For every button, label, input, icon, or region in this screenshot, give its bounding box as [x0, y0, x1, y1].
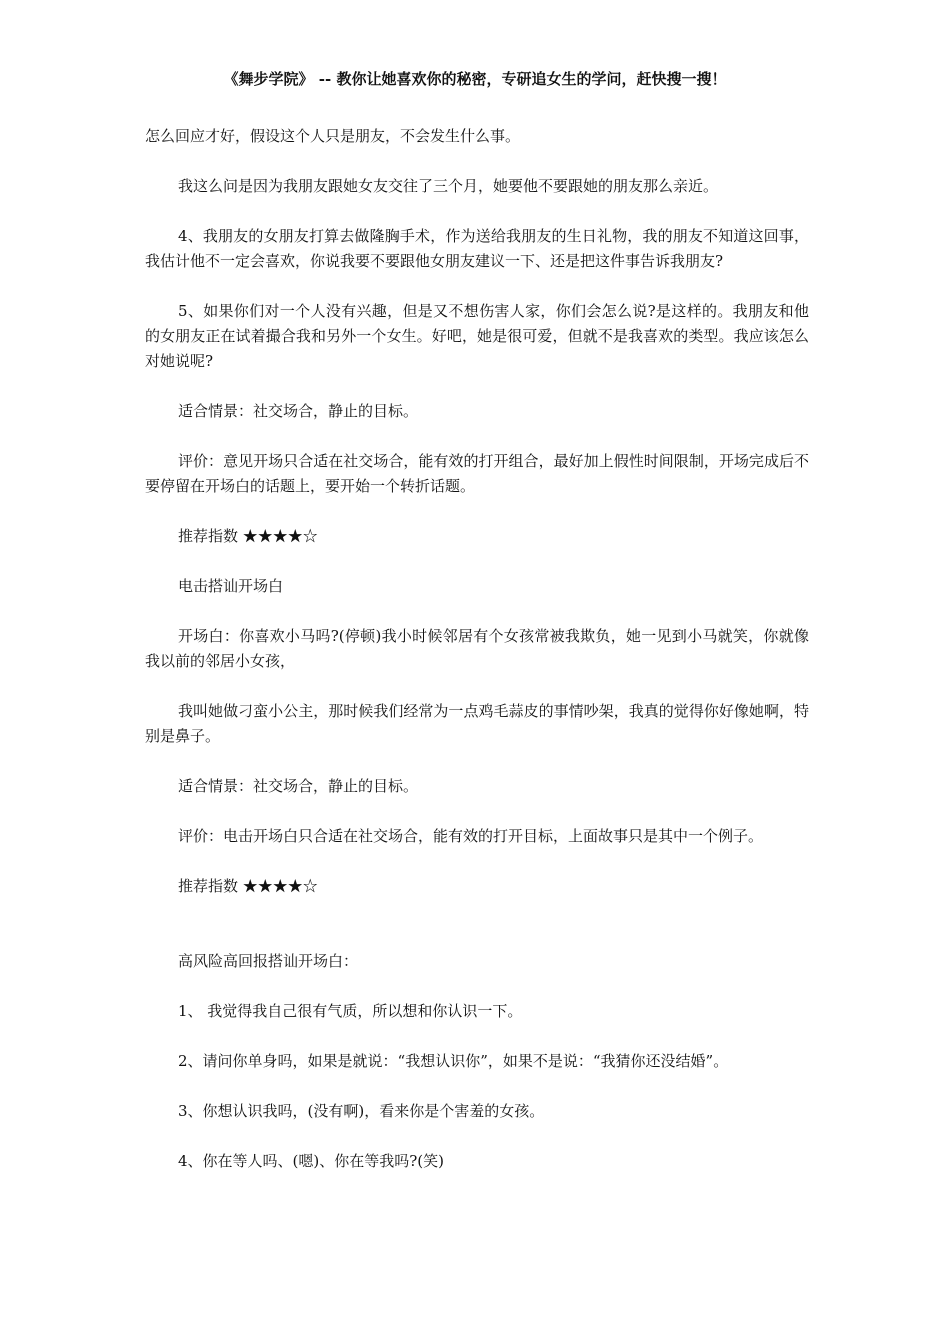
list-item: 4、你在等人吗、(嗯)、你在等我吗?(笑): [178, 1152, 444, 1170]
list-item: 3、你想认识我吗，(没有啊)，看来你是个害羞的女孩。: [178, 1102, 545, 1120]
paragraph: 开场白：你喜欢小马吗?(停顿)我小时候邻居有个女孩常被我欺负，她一见到小马就笑，你就像我以前的邻居小女孩，: [145, 627, 809, 670]
paragraph: 适合情景：社交场合，静止的目标。: [178, 402, 419, 420]
document-body: [145, 124, 809, 1199]
list-item: 2、请问你单身吗，如果是就说：“我想认识你”，如果不是说：“我猜你还没结婚”。: [178, 1052, 729, 1070]
paragraph: 适合情景：社交场合，静止的目标。: [178, 777, 419, 795]
section-heading: 高风险高回报搭讪开场白：: [178, 952, 359, 970]
paragraph: 评价：电击开场白只合适在社交场合，能有效的打开目标，上面故事只是其中一个例子。: [178, 827, 764, 845]
paragraph: 我这么问是因为我朋友跟她女友交往了三个月，她要他不要跟她的朋友那么亲近。: [178, 177, 719, 195]
rating-line: 推荐指数 ★★★★☆: [178, 527, 318, 545]
paragraph: 4、我朋友的女朋友打算去做隆胸手术，作为送给我朋友的生日礼物，我的朋友不知道这回事，我估计他不一定会喜欢，你说我要不要跟他女朋友建议一下、还是把这件事告诉我朋友?: [145, 227, 809, 270]
page-header: 《舞步学院》 -- 教你让她喜欢你的秘密，专研追女生的学问，赶快搜一搜！: [223, 70, 727, 88]
rating-line: 推荐指数 ★★★★☆: [178, 877, 318, 895]
paragraph: 怎么回应才好，假设这个人只是朋友，不会发生什么事。: [145, 127, 521, 145]
paragraph: 我叫她做刁蛮小公主，那时候我们经常为一点鸡毛蒜皮的事情吵架，我真的觉得你好像她啊，特别是鼻子。: [145, 702, 809, 745]
blank-line: [145, 924, 809, 949]
paragraph: 评价：意见开场只合适在社交场合，能有效的打开组合，最好加上假性时间限制，开场完成后不要停留在开场白的话题上，要开始一个转折话题。: [145, 452, 809, 495]
paragraph: 5、如果你们对一个人没有兴趣，但是又不想伤害人家，你们会怎么说?是这样的。我朋友和他的女朋友正在试着撮合我和另外一个女生。好吧，她是很可爱，但就不是我喜欢的类型。我应该怎么对她说呢?: [145, 302, 809, 370]
list-item: 1、 我觉得我自己很有气质，所以想和你认识一下。: [178, 1002, 523, 1020]
section-heading: 电击搭讪开场白: [178, 577, 284, 595]
